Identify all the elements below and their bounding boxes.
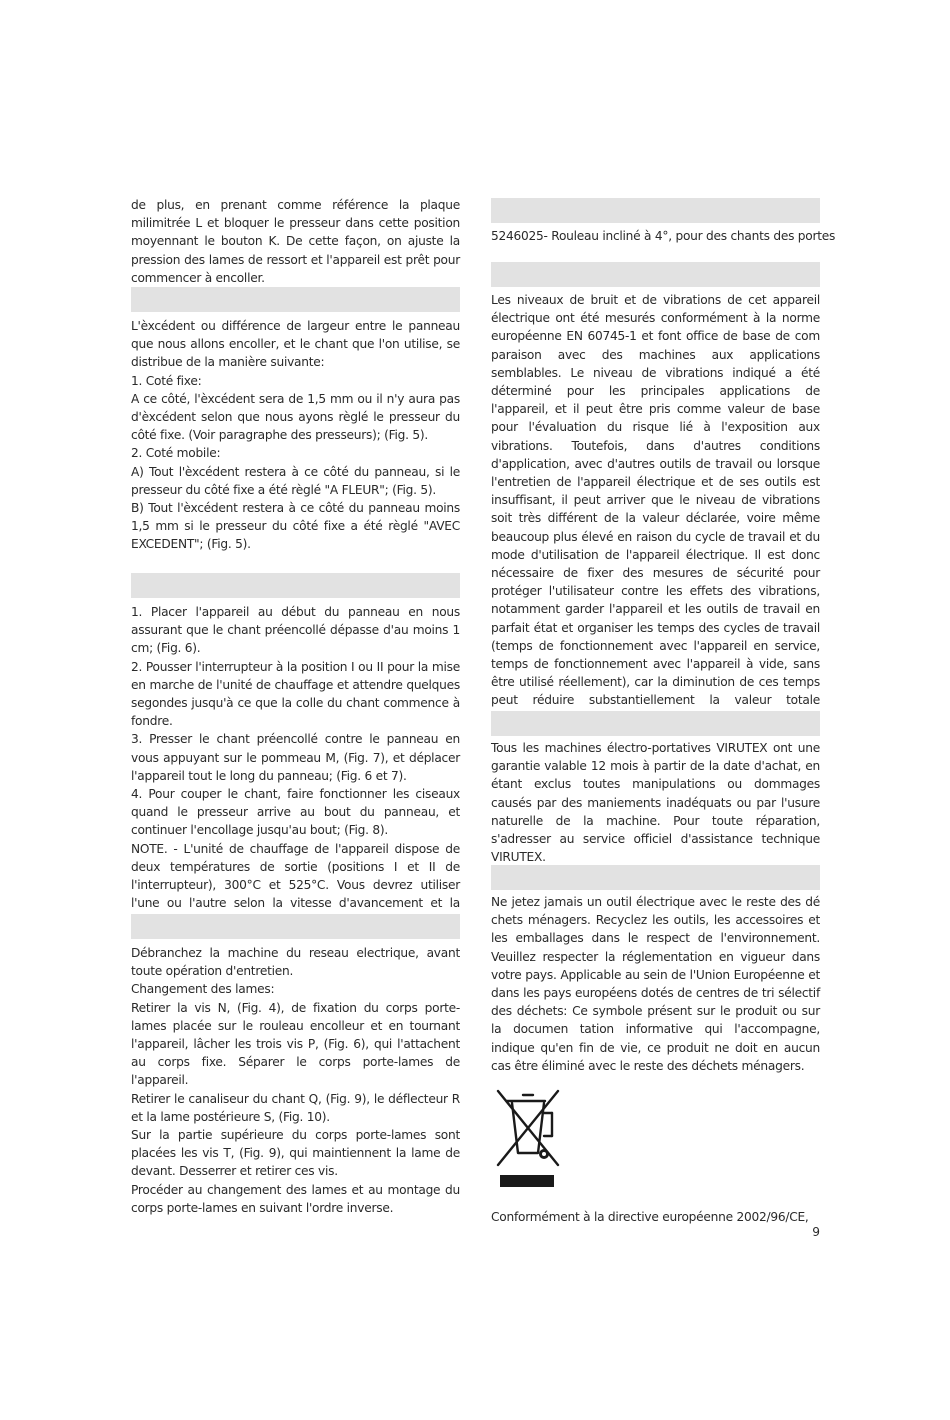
crossed-out-wheeled-bin-icon bbox=[492, 1089, 562, 1189]
text-line: 4. Pour couper le chant, faire fonctionner les ciseaux quand le presseur arrive au bout du panneau, et continuer l'encollage jusqu'au bout; (Fig. 8). bbox=[131, 787, 460, 838]
text-line: L'èxcédent ou différence de largeur entre le panneau que nous allons encoller, et le chant que l'on utilise, se distribue de la manière suivante: bbox=[131, 319, 460, 370]
text-line: Retirer le canaliseur du chant Q, (Fig. 9), le déflecteur R et la lame postérieure S, (Fig. 10). bbox=[131, 1091, 460, 1124]
text-line: Les niveaux de bruit et de vibrations de cet appareil électrique ont été mesurés conformément à la norme européenne EN 60745-1 et font office de base de com paraison avec des machines aux applications semblables. Le niveau de vibrations indiqué a été déterminé pour les principales applications de l'appareil, et il peut être pris comme valeur de base pour l'évaluation du risque lié à l'exposition aux vibrations. Toutefois, dans d'autres conditions d'application, avec d'autres outils de travail ou lorsque l'entretien de l'appareil électrique et de ses outils est insuffisant, il peut arriver que le niveau de vibrations soit très différent de la valeur déclarée, voire même beaucoup plus élevé en raison du cycle de travail et du mode d'utilisation de l'appareil électrique. Il est donc nécessaire de fixer des mesures de sécurité pour protéger l'utilisateur contre les effets des vibrations, notamment garder l'appareil et les outils de travail en parfait état et organiser les temps des cycles de travail (temps de fonctionnement avec l'appareil en service, temps de fonctionnement avec l'appareil à vide, sans être utilisé réellement), car la diminution de ces temps peut réduire substantiellement la valeur totale bbox=[491, 293, 820, 708]
section-heading-bar bbox=[491, 262, 820, 287]
text-line: Procéder au changement des lames et au montage du corps porte-lames en suivant l'ordre inverse. bbox=[131, 1182, 460, 1215]
text-line: Tous les machines électro-portatives VIRUTEX ont une garantie valable 12 mois à partir de la date d'achat, en étant exclus toutes manipulations ou dommages causés par des maniements inadéquats ou par l'usure naturelle de la machine. Pour toute réparation, s'adresser au service officiel d'assistance technique VIRUTEX. bbox=[491, 741, 820, 865]
page-number: 9 bbox=[812, 1225, 820, 1239]
text-line: Débranchez la machine du reseau electrique, avant toute opération d'entretien. bbox=[131, 946, 460, 979]
text-line: 1. Placer l'appareil au début du panneau en nous assurant que le chant préencollé dépasse d'au moins 1 cm; (Fig. 6). bbox=[131, 605, 460, 656]
warranty-section bbox=[491, 739, 820, 866]
text-line: A ce côté, l'èxcédent sera de 1,5 mm ou il n'y aura pas d'èxcédent selon que nous ayons règlé le presseur du côté fixe. (Voir paragraphe des presseurs); (Fig. 5). bbox=[131, 391, 460, 443]
text-line: 1. Coté fixe: bbox=[131, 373, 202, 388]
section-heading-bar bbox=[491, 865, 820, 890]
text-line: Changement des lames: bbox=[131, 982, 275, 997]
maintenance-section bbox=[131, 944, 460, 1217]
text-line: 2. Coté mobile: bbox=[131, 446, 221, 461]
operation-section bbox=[131, 603, 460, 931]
text-line: de plus, en prenant comme référence la plaque milimitrée L et bloquer le presseur dans cette position moyennant le bouton K. De cette façon, on ajuste la pression des lames de ressort et l'appareil est prêt pour commencer à encoller. bbox=[131, 198, 460, 285]
intro-paragraph bbox=[131, 196, 460, 287]
section-heading-bar bbox=[131, 287, 460, 312]
section-heading-bar bbox=[491, 711, 820, 736]
section-heading-bar bbox=[131, 914, 460, 939]
text-line: A) Tout l'èxcédent restera à ce côté du panneau, si le presseur du côté fixe a été règlé "A FLEUR"; (Fig. 5). bbox=[131, 464, 460, 497]
excess-section bbox=[131, 317, 460, 554]
text-line: 2. Pousser l'interrupteur à la position I ou II pour la mise en marche de l'unité de chauffage et attendre quelques segondes jusqu'à ce que la colle du chant commence à fondre. bbox=[131, 659, 460, 729]
accessory-line: 5246025- Rouleau incliné à 4°, pour des chants des portes bbox=[491, 229, 836, 243]
text-line: 3. Presser le chant préencollé contre le panneau en vous appuyant sur le pommeau M, (Fig. 7), et déplacer l'appareil tout le long du panneau; (Fig. 6 et 7). bbox=[131, 732, 460, 783]
section-heading-bar bbox=[131, 573, 460, 598]
section-heading-bar bbox=[491, 198, 820, 223]
text-line: Sur la partie supérieure du corps porte-lames sont placées les vis T, (Fig. 9), qui maintiennent la lame de devant. Desserrer et retirer ces vis. bbox=[131, 1128, 460, 1179]
text-line: B) Tout l'èxcédent restera à ce côté du panneau moins 1,5 mm si le presseur du côté fixe a été règlé "AVEC EXCEDENT"; (Fig. 5). bbox=[131, 501, 460, 552]
noise-section bbox=[491, 291, 820, 728]
text-line: NOTE. - L'unité de chauffage de l'appareil dispose de deux températures de sortie (positions I et II de l'interrupteur), 300°C et 525°C. Vous devrez utiliser l'une ou l'autre selon la vitesse d'avancement et la bbox=[131, 841, 460, 911]
text-line: Retirer la vis N, (Fig. 4), de fixation du corps porte-lames placée sur le rouleau encolleur et en tournant l'appareil, lâcher les trois vis P, (Fig. 6), qui l'attachent au corps fixe. Séparer le corps porte-lames de l'appareil. bbox=[131, 1000, 460, 1088]
text-line: Ne jetez jamais un outil électrique avec le reste des dé chets ménagers. Recyclez les outils, les accessoires et les emballages dans le respect de l'environnement. Veuillez respecter la réglementation en vigueur dans votre pays. Applicable au sein de l'Union Européenne et dans les pays européens dotés de centres de tri sélectif des déchets: Ce symbole présent sur le produit ou sur la documen tation informative qui l'accompagne, indique qu'en fin de vie, ce produit ne doit en aucun cas être éliminé avec le reste des déchets ménagers. bbox=[491, 895, 820, 1073]
directive-line: Conformément à la directive européenne 2002/96/CE, bbox=[491, 1210, 809, 1224]
recycling-section bbox=[491, 893, 820, 1075]
